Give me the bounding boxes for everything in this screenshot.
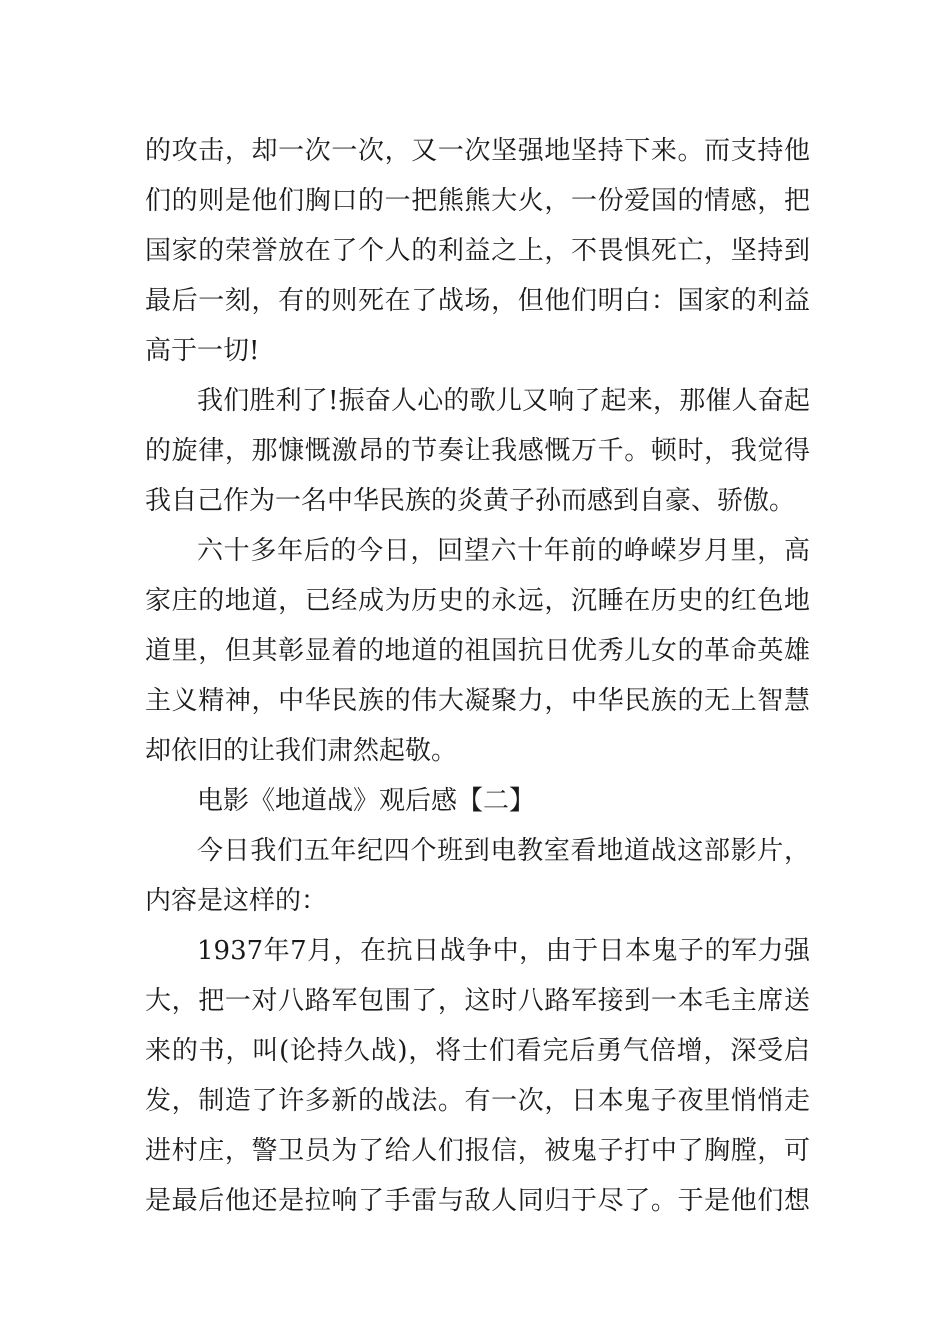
text-line: 六十多年后的今日，回望六十年前的峥嵘岁月里，高 [197,536,810,566]
text-line: 发，制造了许多新的战法。有一次，日本鬼子夜里悄悄走 [145,1086,810,1116]
text-line: 高于一切! [145,336,260,366]
text-line: 大，把一对八路军包围了，这时八路军接到一本毛主席送 [145,986,810,1016]
text-line: 的攻击，却一次一次，又一次坚强地坚持下来。而支持他 [145,136,810,166]
text-line: 1937年7月，在抗日战争中，由于日本鬼子的军力强 [197,936,810,966]
text-line: 却依旧的让我们肃然起敬。 [145,736,458,766]
text-line: 国家的荣誉放在了个人的利益之上，不畏惧死亡，坚持到 [145,236,810,266]
text-line: 我自己作为一名中华民族的炎黄子孙而感到自豪、骄傲。 [145,486,796,516]
text-line: 主义精神，中华民族的伟大凝聚力，中华民族的无上智慧 [145,686,810,716]
section-heading: 电影《地道战》观后感【二】 [197,786,536,816]
text-line: 进村庄，警卫员为了给人们报信，被鬼子打中了胸膛，可 [145,1136,810,1166]
text-line: 们的则是他们胸口的一把熊熊大火，一份爱国的情感，把 [145,186,810,216]
body-text [145,126,810,1226]
text-line: 我们胜利了!振奋人心的歌儿又响了起来，那催人奋起 [197,386,810,416]
text-line: 内容是这样的： [145,886,328,916]
text-line: 家庄的地道，已经成为历史的永远，沉睡在历史的红色地 [145,586,810,616]
text-line: 道里，但其彰显着的地道的祖国抗日优秀儿女的革命英雄 [145,636,810,666]
text-line: 是最后他还是拉响了手雷与敌人同归于尽了。于是他们想 [145,1186,810,1216]
text-line: 最后一刻，有的则死在了战场，但他们明白：国家的利益 [145,286,810,316]
text-line: 来的书，叫(论持久战)，将士们看完后勇气倍增，深受启 [145,1036,810,1066]
text-line: 今日我们五年纪四个班到电教室看地道战这部影片， [197,836,810,866]
text-line: 的旋律，那慷慨激昂的节奏让我感慨万千。顿时，我觉得 [145,436,810,466]
